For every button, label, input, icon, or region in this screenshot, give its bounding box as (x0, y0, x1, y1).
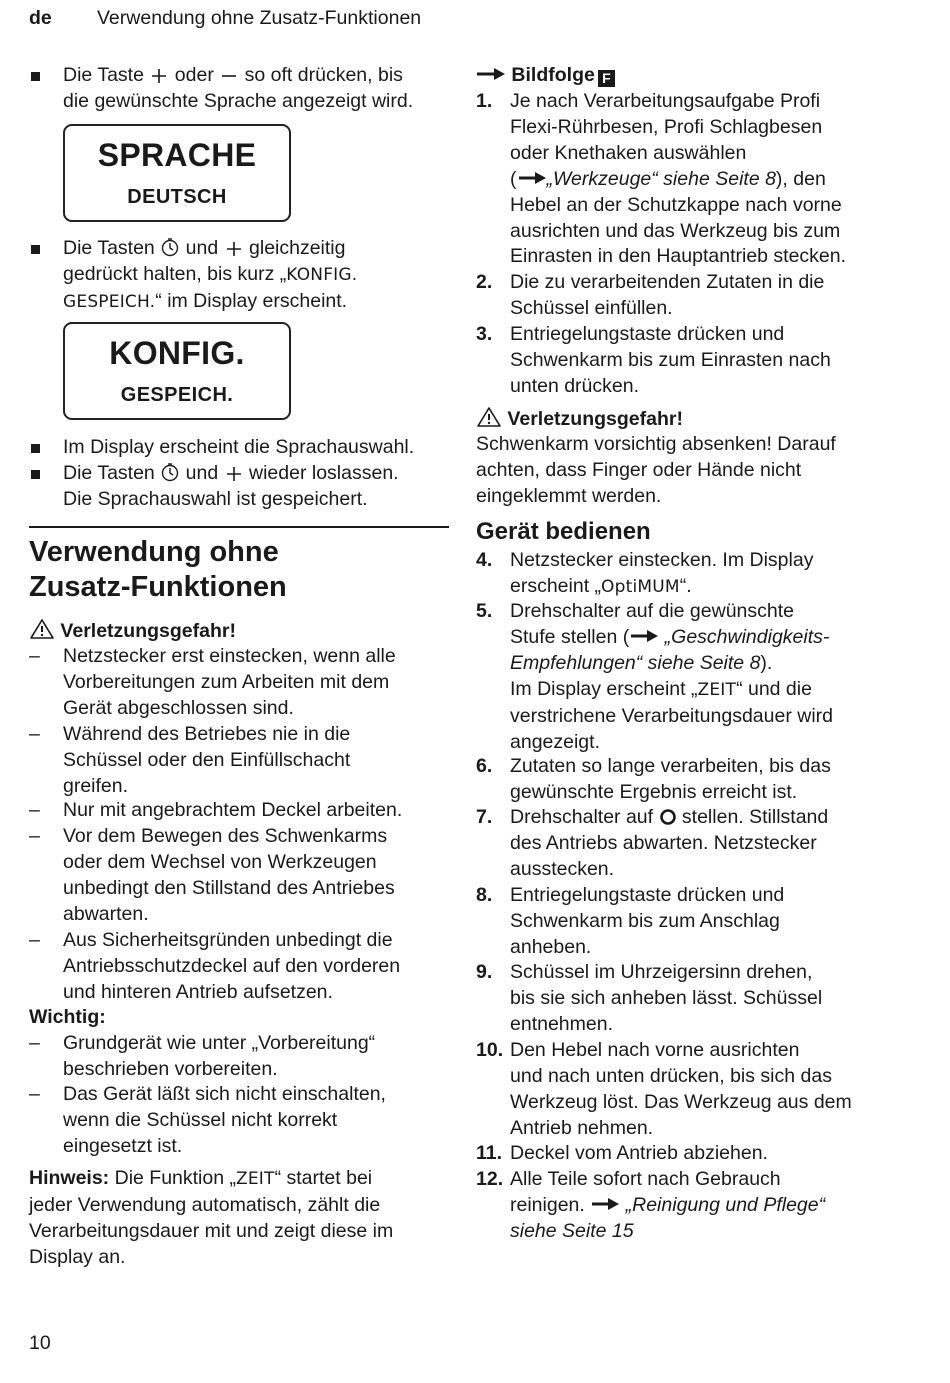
warning-triangle-icon (476, 406, 502, 428)
off-position-icon (659, 808, 677, 826)
timer-icon (160, 237, 180, 257)
step-item: 5. Drehschalter auf die gewünschte Stufe stellen ( „Geschwindigkeits- Empfehlungen“ siehe Seite 8). Im Display erscheint „ZEIT“ und die verstrichene Verarbeitungsdauer wird angezeigt. (476, 600, 834, 753)
display-sub-text: GESPEICH. (120, 384, 234, 406)
minus-icon (219, 68, 239, 84)
section-heading: Gerät bedienen (476, 518, 651, 545)
dash-item: – Grundgerät wie unter „Vorbereitung“ beschrieben vorbereiten. (29, 1032, 376, 1080)
display-main-text: SPRACHE (97, 137, 257, 173)
step-item: 3. Entriegelungstaste drücken und Schwenkarm bis zum Einrasten nach unten drücken. (476, 323, 831, 397)
step-item: 12. Alle Teile sofort nach Gebrauch reinigen. „Reinigung und Pflege“ siehe Seite 15 (476, 1168, 826, 1242)
figure-sequence-heading: Bildfolge F (476, 63, 615, 89)
timer-icon (160, 462, 180, 482)
cross-reference-link[interactable]: Empfehlungen“ siehe Seite 8 (510, 651, 761, 674)
bullet-item: Im Display erscheint die Sprachauswahl. (63, 436, 415, 458)
step-item: 8. Entriegelungstaste drücken und Schwenkarm bis zum Anschlag anheben. (476, 884, 785, 958)
bullet-item: Die Tasten und wieder loslassen. Die Sprachauswahl ist gespeichert. (63, 462, 399, 510)
step-item: 10. Den Hebel nach vorne ausrichten und nach unten drücken, bis sich das Werkzeug löst. Das Werkzeug aus dem Antrieb nehmen. (476, 1039, 852, 1139)
figure-letter-badge: F (598, 70, 615, 87)
display-illustration-konfig (63, 322, 291, 420)
display-sub-text: DEUTSCH (127, 186, 227, 208)
arrow-right-icon (590, 1197, 620, 1211)
dash-item: – Aus Sicherheitsgründen unbedingt die Antriebsschutzdeckel auf den vorderen und hinteren Antrieb aufsetzen. (29, 929, 401, 1003)
step-item: 7. Drehschalter auf stellen. Stillstand des Antriebs abwarten. Netzstecker ausstecken. (476, 806, 829, 880)
dash-item: – Vor dem Bewegen des Schwenkarms oder dem Wechsel von Werkzeugen unbedingt den Stillstand des Antriebes abwarten. (29, 825, 395, 925)
dash-item: – Netzstecker erst einstecken, wenn alle Vorbereitungen zum Arbeiten mit dem Gerät abgeschlossen sind. (29, 645, 396, 719)
plus-icon (149, 68, 169, 84)
step-item: 9. Schüssel im Uhrzeigersinn drehen, bis sie sich anheben lässt. Schüssel entnehmen. (476, 961, 823, 1035)
dash-item: – Während des Betriebes nie in die Schüssel oder den Einfüllschacht greifen. (29, 723, 351, 797)
display-main-text: KONFIG. (109, 335, 245, 371)
bullet-item: Die Tasten und gleichzeitig gedrückt halten, bis kurz „KONFIG. GESPEICH.“ im Display erscheint. (63, 237, 358, 312)
warning-heading: Verletzungsgefahr! (476, 406, 683, 433)
section-heading: Verwendung ohne Zusatz-Funktionen (29, 536, 287, 603)
hint-paragraph: Hinweis: Die Funktion „ZEIT“ startet bei jeder Verwendung automatisch, zählt die Verarbeitungsdauer mit und zeigt diese im Display an. (29, 1167, 394, 1268)
warning-text: Schwenkarm vorsichtig absenken! Darauf achten, dass Finger oder Hände nicht eingeklemmt werden. (476, 433, 836, 507)
arrow-right-icon (629, 629, 659, 643)
arrow-right-icon (476, 67, 506, 81)
section-divider (29, 526, 449, 528)
running-header-title: Verwendung ohne Zusatz-Funktionen (97, 7, 422, 29)
cross-reference-link[interactable]: „Reinigung und Pflege“ (625, 1193, 826, 1216)
step-item: 6. Zutaten so lange verarbeiten, bis das gewünschte Ergebnis erreicht ist. (476, 755, 831, 803)
language-code: de (29, 7, 52, 29)
dash-item: – Nur mit angebrachtem Deckel arbeiten. (29, 799, 403, 821)
bullet-item: Die Taste oder so oft drücken, bis die gewünschte Sprache angezeigt wird. (63, 64, 414, 112)
step-item: 4. Netzstecker einstecken. Im Display erscheint „OptiMUM“. (476, 549, 814, 597)
warning-triangle-icon (29, 618, 55, 640)
step-item: 2. Die zu verarbeitenden Zutaten in die Schüssel einfüllen. (476, 271, 825, 319)
cross-reference-link[interactable]: „Werkzeuge“ siehe Seite 8 (546, 167, 776, 190)
important-heading: Wichtig: (29, 1006, 106, 1028)
cross-reference-link[interactable]: „Geschwindigkeits- (664, 625, 830, 648)
cross-reference-link[interactable]: siehe Seite 15 (510, 1219, 634, 1242)
step-item: 11. Deckel vom Antrieb abziehen. (476, 1142, 768, 1164)
display-illustration-sprache (63, 124, 291, 222)
step-item: 1. Je nach Verarbeitungsaufgabe Profi Flexi-Rührbesen, Profi Schlagbesen oder Knethaken auswählen ( „Werkzeuge“ siehe Seite 8), den Hebel an der Schutzkappe nach vorne ausrichten und das Werkzeug bis zum Einrasten in den Hauptantrieb stecken. (476, 90, 847, 268)
plus-icon (224, 241, 244, 257)
page-number: 10 (29, 1332, 51, 1354)
warning-heading: Verletzungsgefahr! (29, 618, 236, 645)
arrow-right-icon (517, 171, 547, 185)
plus-icon (224, 466, 244, 482)
dash-item: – Das Gerät läßt sich nicht einschalten, wenn die Schüssel nicht korrekt eingesetzt ist. (29, 1083, 386, 1157)
